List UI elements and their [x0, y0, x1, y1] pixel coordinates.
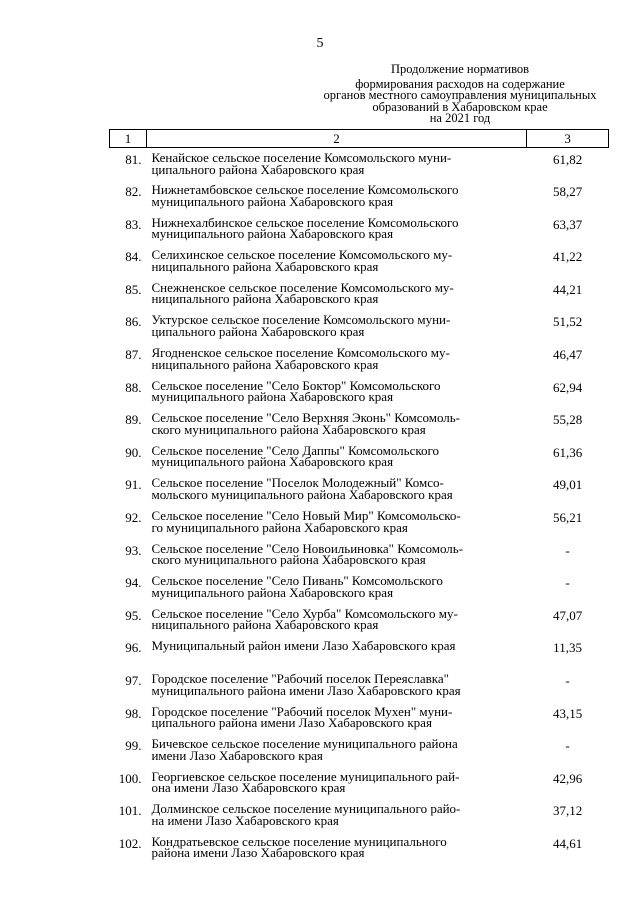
- name-line: муниципального района имени Лазо Хабаровского края: [151, 682, 461, 698]
- table-row: [110, 278, 609, 311]
- norm-value: 58,27: [552, 184, 583, 200]
- name-line: Сельское поселение "Село Верхняя Эконь" Комсомоль-: [151, 410, 461, 426]
- table-row: [110, 702, 609, 735]
- row-number: 82.: [125, 184, 142, 200]
- row-number: 102.: [118, 835, 142, 851]
- row-number: 86.: [125, 314, 142, 330]
- table-row: [110, 832, 609, 865]
- row-number: 88.: [125, 379, 142, 395]
- name-line: муниципального района Хабаровского края: [151, 193, 394, 209]
- table-row: [110, 213, 609, 246]
- norm-value: 63,37: [552, 216, 583, 232]
- table-row: [110, 245, 609, 278]
- norm-value: 61,82: [552, 152, 583, 167]
- table-row: [110, 506, 609, 539]
- name-line: Муниципальный район имени Лазо Хабаровского края: [151, 638, 456, 654]
- name-line: Уктурское сельское поселение Комсомольского муни-: [151, 312, 451, 328]
- norms-table: [109, 129, 609, 865]
- table-row: [110, 343, 609, 376]
- name-line: Нижнехалбинское сельское поселение Комсомольского: [151, 214, 459, 230]
- table-row: [110, 799, 609, 832]
- municipality-name: [146, 636, 526, 669]
- row-number: 96.: [125, 640, 142, 656]
- name-line: Снежненское сельское поселение Комсомольского му-: [151, 279, 454, 295]
- municipality-name: [146, 473, 526, 506]
- municipality-name: [146, 506, 526, 539]
- row-number: 100.: [118, 770, 142, 786]
- municipality-name: [146, 343, 526, 376]
- municipality-name: [146, 278, 526, 311]
- name-line: мольского муниципального района Хабаровского края: [151, 486, 453, 502]
- row-number: 85.: [125, 281, 142, 297]
- norm-value: -: [565, 575, 570, 591]
- table-row: [110, 734, 609, 767]
- name-line: Городское поселение "Рабочий поселок Мухен" муни-: [151, 703, 453, 719]
- norm-value: 42,96: [552, 770, 583, 786]
- caption-line: органов местного самоуправления муниципальных: [323, 88, 597, 102]
- table-row: [110, 310, 609, 343]
- row-number: 91.: [125, 477, 142, 493]
- column-header-2: 2: [146, 130, 526, 148]
- municipality-name: [146, 734, 526, 767]
- caption-line: на 2021 год: [429, 111, 491, 125]
- name-line: Городское поселение "Рабочий поселок Переяславка": [151, 671, 449, 686]
- table-row: [110, 539, 609, 572]
- row-number: 92.: [125, 510, 142, 526]
- municipality-name: [146, 376, 526, 409]
- norm-value: 43,15: [552, 705, 583, 721]
- name-line: имени Лазо Хабаровского края: [151, 747, 323, 763]
- municipality-name: [146, 832, 526, 865]
- row-number: 97.: [125, 673, 142, 688]
- name-line: ниципального района Хабаровского края: [151, 356, 379, 372]
- table-row: [110, 408, 609, 441]
- name-line: муниципального района Хабаровского края: [151, 389, 394, 405]
- table-header: [110, 130, 609, 148]
- name-line: ципального района Хабаровского края: [151, 323, 365, 339]
- table-row: [110, 376, 609, 409]
- norm-value: -: [565, 673, 570, 688]
- name-line: ского муниципального района Хабаровского края: [151, 552, 426, 568]
- name-line: Сельское поселение "Поселок Молодежный" Комсо-: [151, 475, 444, 491]
- norm-value: 44,61: [552, 835, 583, 851]
- name-line: ципального района имени Лазо Хабаровского края: [151, 715, 432, 731]
- table-row: [110, 473, 609, 506]
- name-line: Сельское поселение "Село Новый Мир" Комсомольско-: [151, 508, 461, 524]
- table-row: [110, 767, 609, 800]
- name-line: Сельское поселение "Село Хурба" Комсомольского му-: [151, 605, 458, 621]
- municipality-name: [146, 702, 526, 735]
- norm-value: 44,21: [552, 281, 583, 297]
- table-row: [110, 604, 609, 637]
- name-line: Ягодненское сельское поселение Комсомольского му-: [151, 345, 450, 361]
- table-row: [110, 180, 609, 213]
- row-number: 93.: [125, 542, 142, 558]
- norm-value: 11,35: [553, 640, 582, 656]
- norm-value: 49,01: [552, 477, 583, 493]
- norm-value: 51,52: [552, 314, 583, 330]
- row-number: 87.: [125, 347, 142, 363]
- name-line: ципального района Хабаровского края: [151, 161, 365, 177]
- row-number: 89.: [125, 412, 142, 428]
- municipality-name: [146, 213, 526, 246]
- municipality-name: [146, 604, 526, 637]
- name-line: Сельское поселение "Село Пивань" Комсомольского: [151, 573, 443, 589]
- municipality-name: [146, 441, 526, 474]
- table-row: [110, 441, 609, 474]
- municipality-name: [146, 408, 526, 441]
- name-line: Бичевское сельское поселение муниципального района: [151, 736, 458, 752]
- name-line: Сельское поселение "Село Даппы" Комсомольского: [151, 442, 440, 458]
- norm-value: 47,07: [552, 607, 583, 623]
- name-line: Селихинское сельское поселение Комсомольского му-: [151, 247, 453, 263]
- row-number: 90.: [125, 444, 142, 460]
- table-row: [110, 636, 609, 669]
- row-number: 95.: [125, 607, 142, 623]
- norm-value: 56,21: [552, 510, 583, 526]
- name-line: она имени Лазо Хабаровского края: [151, 780, 346, 796]
- municipality-name: [146, 539, 526, 572]
- column-header-3: 3: [527, 130, 609, 148]
- table-row: [110, 669, 609, 702]
- municipality-name: [146, 245, 526, 278]
- name-line: муниципального района Хабаровского края: [151, 226, 394, 242]
- caption-line: Продолжение нормативов: [390, 62, 530, 76]
- name-line: муниципального района Хабаровского края: [151, 454, 394, 470]
- table-body: [110, 148, 609, 865]
- name-line: ниципального района Хабаровского края: [151, 291, 379, 307]
- name-line: района имени Лазо Хабаровского края: [151, 845, 365, 861]
- municipality-name: [146, 669, 526, 702]
- name-line: Долминское сельское поселение муниципального райо-: [151, 801, 461, 817]
- norm-value: 46,47: [552, 347, 583, 363]
- row-number: 81.: [125, 152, 142, 167]
- municipality-name: [146, 571, 526, 604]
- municipality-name: [146, 310, 526, 343]
- municipality-name: [146, 180, 526, 213]
- municipality-name: [146, 799, 526, 832]
- norm-value: 55,28: [552, 412, 583, 428]
- row-number: 94.: [125, 575, 142, 591]
- name-line: на имени Лазо Хабаровского края: [151, 812, 339, 828]
- municipality-name: [146, 148, 526, 181]
- name-line: Сельское поселение "Село Новоильиновка" Комсомоль-: [151, 540, 464, 556]
- name-line: Сельское поселение "Село Боктор" Комсомольского: [151, 377, 441, 393]
- name-line: ниципального района Хабаровского края: [151, 258, 379, 274]
- name-line: ского муниципального района Хабаровского края: [151, 421, 426, 437]
- norm-value: -: [565, 542, 570, 558]
- norm-value: 61,36: [552, 444, 583, 460]
- table-row: [110, 571, 609, 604]
- column-header-1: 1: [110, 130, 147, 148]
- norm-value: -: [565, 738, 570, 754]
- norm-value: 41,22: [552, 249, 583, 265]
- name-line: Нижнетамбовское сельское поселение Комсомольского: [151, 182, 459, 198]
- norm-value: 37,12: [552, 803, 583, 819]
- row-number: 83.: [125, 216, 142, 232]
- row-number: 99.: [125, 738, 142, 754]
- row-number: 101.: [118, 803, 142, 819]
- name-line: Георгиевское сельское поселение муниципального рай-: [151, 768, 460, 784]
- municipality-name: [146, 767, 526, 800]
- table-row: [110, 148, 609, 181]
- caption-line: формирования расходов на содержание: [355, 76, 565, 91]
- name-line: Кенайское сельское поселение Комсомольского муни-: [151, 150, 452, 165]
- name-line: ниципального района Хабаровского края: [151, 617, 379, 633]
- name-line: Кондратьевское сельское поселение муниципального: [151, 833, 447, 849]
- norm-value: 62,94: [552, 379, 583, 395]
- page-number: 5: [316, 36, 324, 51]
- name-line: муниципального района Хабаровского края: [151, 584, 394, 600]
- caption-line: образований в Хабаровском крае: [372, 99, 548, 114]
- row-number: 98.: [125, 705, 142, 721]
- row-number: 84.: [125, 249, 142, 265]
- table-caption: [300, 64, 620, 125]
- name-line: го муниципального района Хабаровского края: [151, 519, 408, 535]
